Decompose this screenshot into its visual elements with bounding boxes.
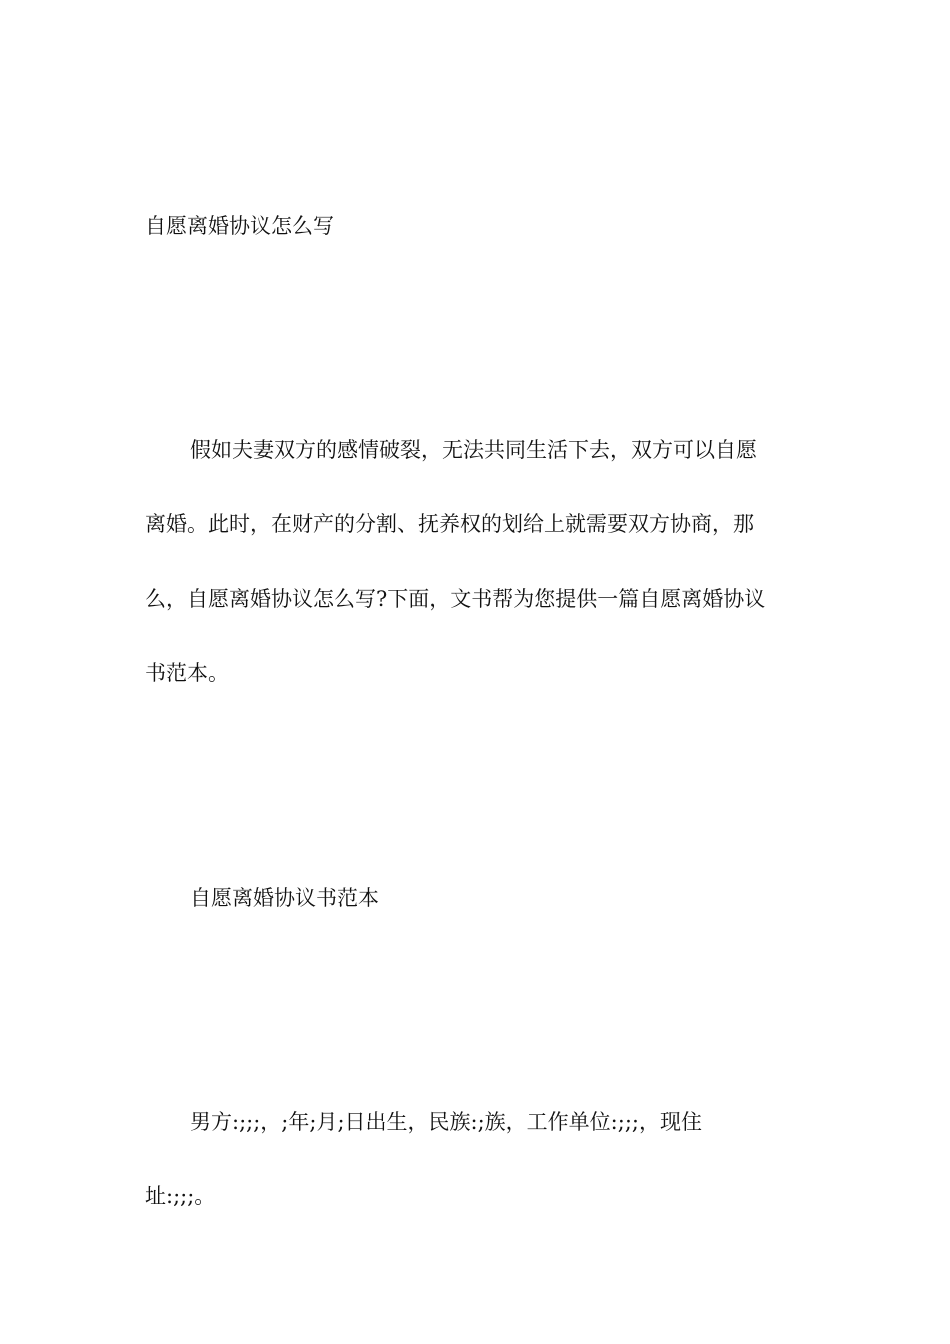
paragraph-line: 离婚。此时，在财产的分割、抚养权的划给上就需要双方协商，那 [145, 512, 754, 536]
paragraph-line: 么，自愿离婚协议怎么写?下面，文书帮为您提供一篇自愿离婚协议 [145, 587, 766, 611]
paragraph-line: 假如夫妻双方的感情破裂，无法共同生活下去，双方可以自愿 [190, 438, 757, 462]
paragraph-line: 书范本。 [145, 661, 229, 685]
paragraph-line: 址:;;;。 [145, 1184, 216, 1208]
paragraph-line: 男方:;;;，;年;月;日出生，民族:;族，工作单位:;;;，现住 [190, 1110, 702, 1134]
document-title: 自愿离婚协议怎么写 [145, 214, 334, 238]
section-heading: 自愿离婚协议书范本 [190, 886, 379, 910]
